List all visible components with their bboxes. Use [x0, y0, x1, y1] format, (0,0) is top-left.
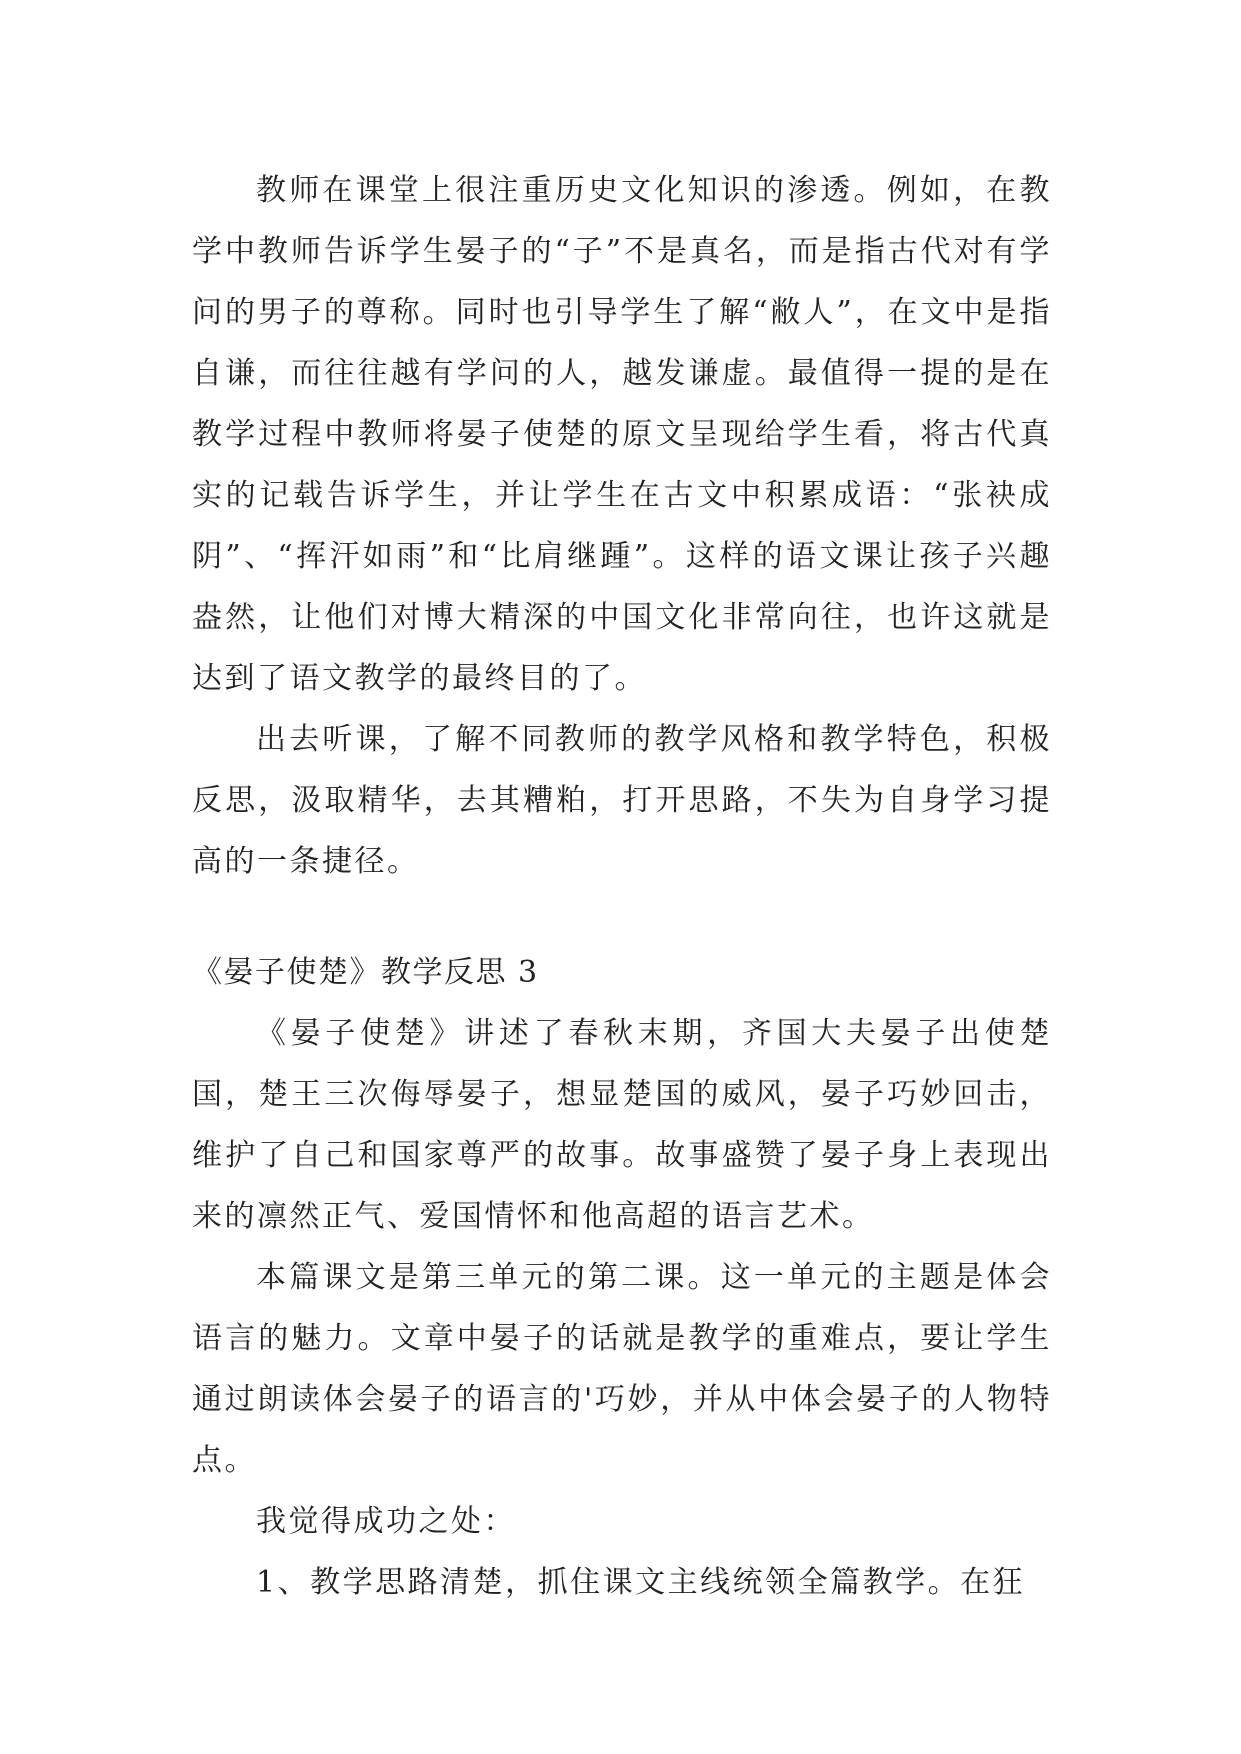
body-paragraph: 教师在课堂上很注重历史文化知识的渗透。例如，在教学中教师告诉学生晏子的“子”不是真名，而是指古代对有学问的男子的尊称。同时也引导学生了解“敝人”，在文中是指自谦，而往往越有学问的人，越发谦虚。最值得一提的是在教学过程中教师将晏子使楚的原文呈现给学生看，将古代真实的记载告诉学生，并让学生在古文中积累成语：“张袂成阴”、“挥汗如雨”和“比肩继踵”。这样的语文课让孩子兴趣盎然，让他们对博大精深的中国文化非常向往，也许这就是达到了语文教学的最终目的了。 — [192, 173, 1052, 696]
body-paragraph: 出去听课，了解不同教师的教学风格和教学特色，积极反思，汲取精华，去其糟粕，打开思路，不失为自身学习提高的一条捷径。 — [192, 722, 1052, 879]
body-paragraph: 我觉得成功之处： — [256, 1504, 516, 1539]
body-paragraph: 1、教学思路清楚，抓住课文主线统领全篇教学。在狂 — [256, 1565, 1026, 1600]
document-page — [192, 160, 1052, 1613]
body-paragraph: 《晏子使楚》讲述了春秋末期，齐国大夫晏子出使楚国，楚王三次侮辱晏子，想显楚国的威风，晏子巧妙回击，维护了自己和国家尊严的故事。故事盛赞了晏子身上表现出来的凛然正气、爱国情怀和他高超的语言艺术。 — [192, 1016, 1052, 1234]
section-heading: 《晏子使楚》教学反思 3 — [192, 955, 539, 990]
body-paragraph: 本篇课文是第三单元的第二课。这一单元的主题是体会语言的魅力。文章中晏子的话就是教学的重难点，要让学生通过朗读体会晏子的语言的'巧妙，并从中体会晏子的人物特点。 — [192, 1260, 1052, 1478]
